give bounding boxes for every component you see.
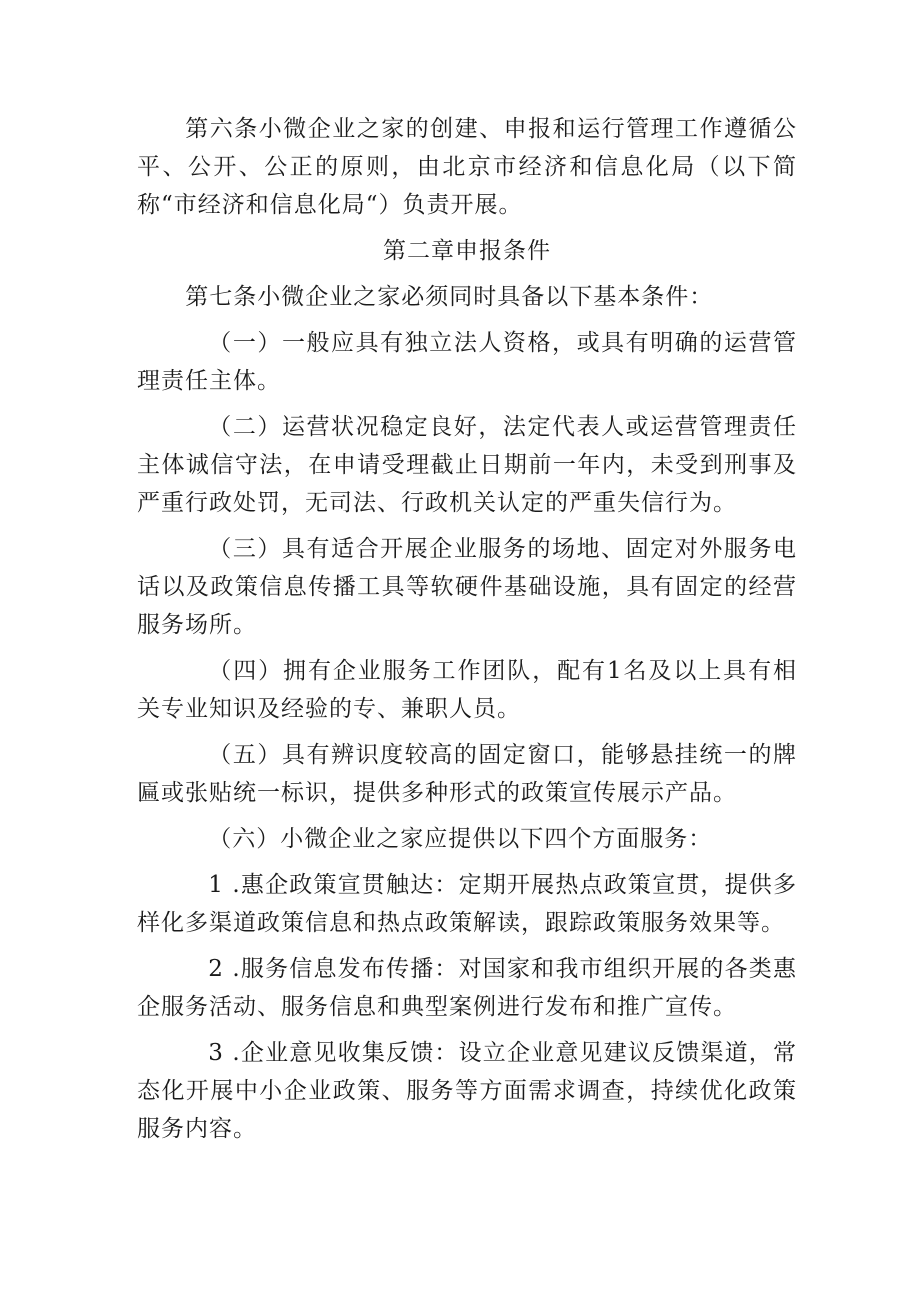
- condition-item-4: （四）拥有企业服务工作团队，配有1名及以上具有相关专业知识及经验的专、兼职人员。: [137, 658, 797, 722]
- chapter-2-heading: 第二章申报条件: [383, 238, 551, 264]
- article-6-paragraph: 第六条小微企业之家的创建、申报和运行管理工作遵循公平、公开、公正的原则，由北京市经济和信息化局（以下简称“市经济和信息化局“）负责开展。: [137, 116, 797, 218]
- service-item-2: 2 .服务信息发布传播：对国家和我市组织开展的各类惠企服务活动、服务信息和典型案例进行发布和推广宣传。: [137, 956, 797, 1020]
- condition-item-5: （五）具有辨识度较高的固定窗口，能够悬挂统一的牌匾或张贴统一标识，提供多种形式的政策宣传展示产品。: [137, 742, 797, 806]
- condition-item-3: （三）具有适合开展企业服务的场地、固定对外服务电话以及政策信息传播工具等软硬件基础设施，具有固定的经营服务场所。: [137, 536, 797, 638]
- article-7-paragraph: 第七条小微企业之家必须同时具备以下基本条件：: [185, 284, 714, 310]
- service-item-1: 1 .惠企政策宣贯触达：定期开展热点政策宣贯，提供多样化多渠道政策信息和热点政策解读，跟踪政策服务效果等。: [137, 872, 797, 936]
- condition-item-2: （二）运营状况稳定良好，法定代表人或运营管理责任主体诚信守法，在申请受理截止日期前一年内，未受到刑事及严重行政处罚，无司法、行政机关认定的严重失信行为。: [137, 414, 797, 516]
- document-body: [137, 110, 797, 1156]
- condition-item-1: （一）一般应具有独立法人资格，或具有明确的运营管理责任主体。: [137, 330, 797, 394]
- service-item-3: 3 .企业意见收集反馈：设立企业意见建议反馈渠道，常态化开展中小企业政策、服务等方面需求调查，持续优化政策服务内容。: [137, 1040, 797, 1142]
- condition-item-6: （六）小微企业之家应提供以下四个方面服务：: [208, 826, 713, 852]
